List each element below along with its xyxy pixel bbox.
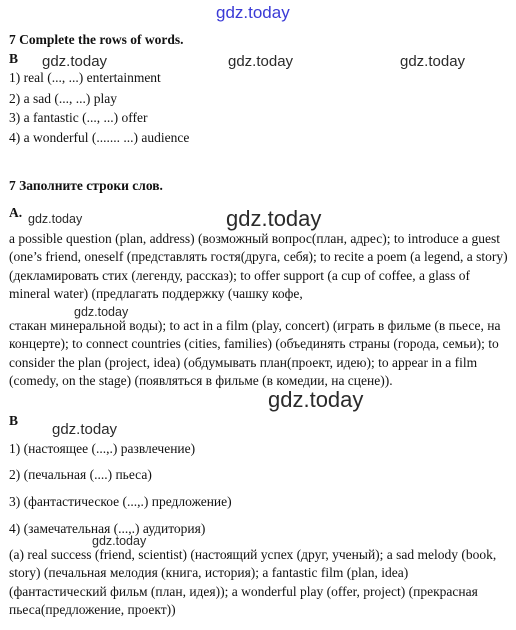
list-item: 3) (фантастическое (...,.) предложение)	[9, 494, 232, 509]
list-item: 1) (настоящее (...,.) развлечение)	[9, 441, 196, 456]
watermark: gdz.today	[268, 387, 364, 412]
watermark: gdz.today	[28, 212, 83, 226]
section-label-a: A.	[9, 205, 23, 220]
watermark: gdz.today	[228, 53, 294, 70]
list-item: 1) real (..., ...) entertainment	[9, 70, 161, 85]
answer-paragraph: (a) real success (friend, scientist) (настоящий успех (друг, ученый); a sad melody (book, story) (печальная мелодия (книга, история); a fantastic film (plan, idea) (фантастический фильм (план, идея)); a wonderful play (offer, project) (прекрасная пьеса(предложение, проект))	[9, 547, 497, 617]
watermark: gdz.today	[400, 53, 466, 70]
watermark: gdz.today	[74, 305, 129, 319]
section-label-b-en: B	[9, 51, 19, 66]
list-item: 4) (замечательная (...,.) аудитория)	[9, 521, 206, 536]
watermark: gdz.today	[42, 53, 108, 70]
watermark: gdz.today	[92, 534, 147, 548]
exercise-heading-en: 7 Complete the rows of words.	[9, 32, 184, 47]
paragraph-a-part2: стакан минеральной воды); to act in a film (play, concert) (играть в фильме (в пьесе, на концерте); to connect countries (cities, families) (объединять страны (города, семьи); to consider the plan (project, idea) (обдумывать план(проект, идею); to appear in a film (comedy, on the stage) (появляться в фильме (в комедии, на сцене)).	[9, 318, 501, 388]
list-item: 4) a wonderful (....... ...) audience	[9, 130, 190, 145]
list-item: 3) a fantastic (..., ...) offer	[9, 110, 148, 125]
watermark: gdz.today	[52, 421, 118, 438]
exercise-heading-ru: 7 Заполните строки слов.	[9, 178, 163, 193]
list-item: 2) a sad (..., ...) play	[9, 91, 117, 106]
section-label-b-ru: B	[9, 413, 19, 428]
list-item: 2) (печальная (....) пьеса)	[9, 467, 152, 482]
watermark: gdz.today	[226, 206, 322, 231]
watermark-top: gdz.today	[216, 3, 290, 22]
paragraph-a-part1: a possible question (plan, address) (возможный вопрос(план, адрес); to introduce a guest (one’s friend, oneself (представлять гостя(друга, себя); to recite a poem (a legend, a story) (декламировать стих (легенду, рассказ); to offer support (a cup of coffee, a glass of mineral water) (предлагать поддержку (чашку кофе,	[9, 231, 508, 301]
